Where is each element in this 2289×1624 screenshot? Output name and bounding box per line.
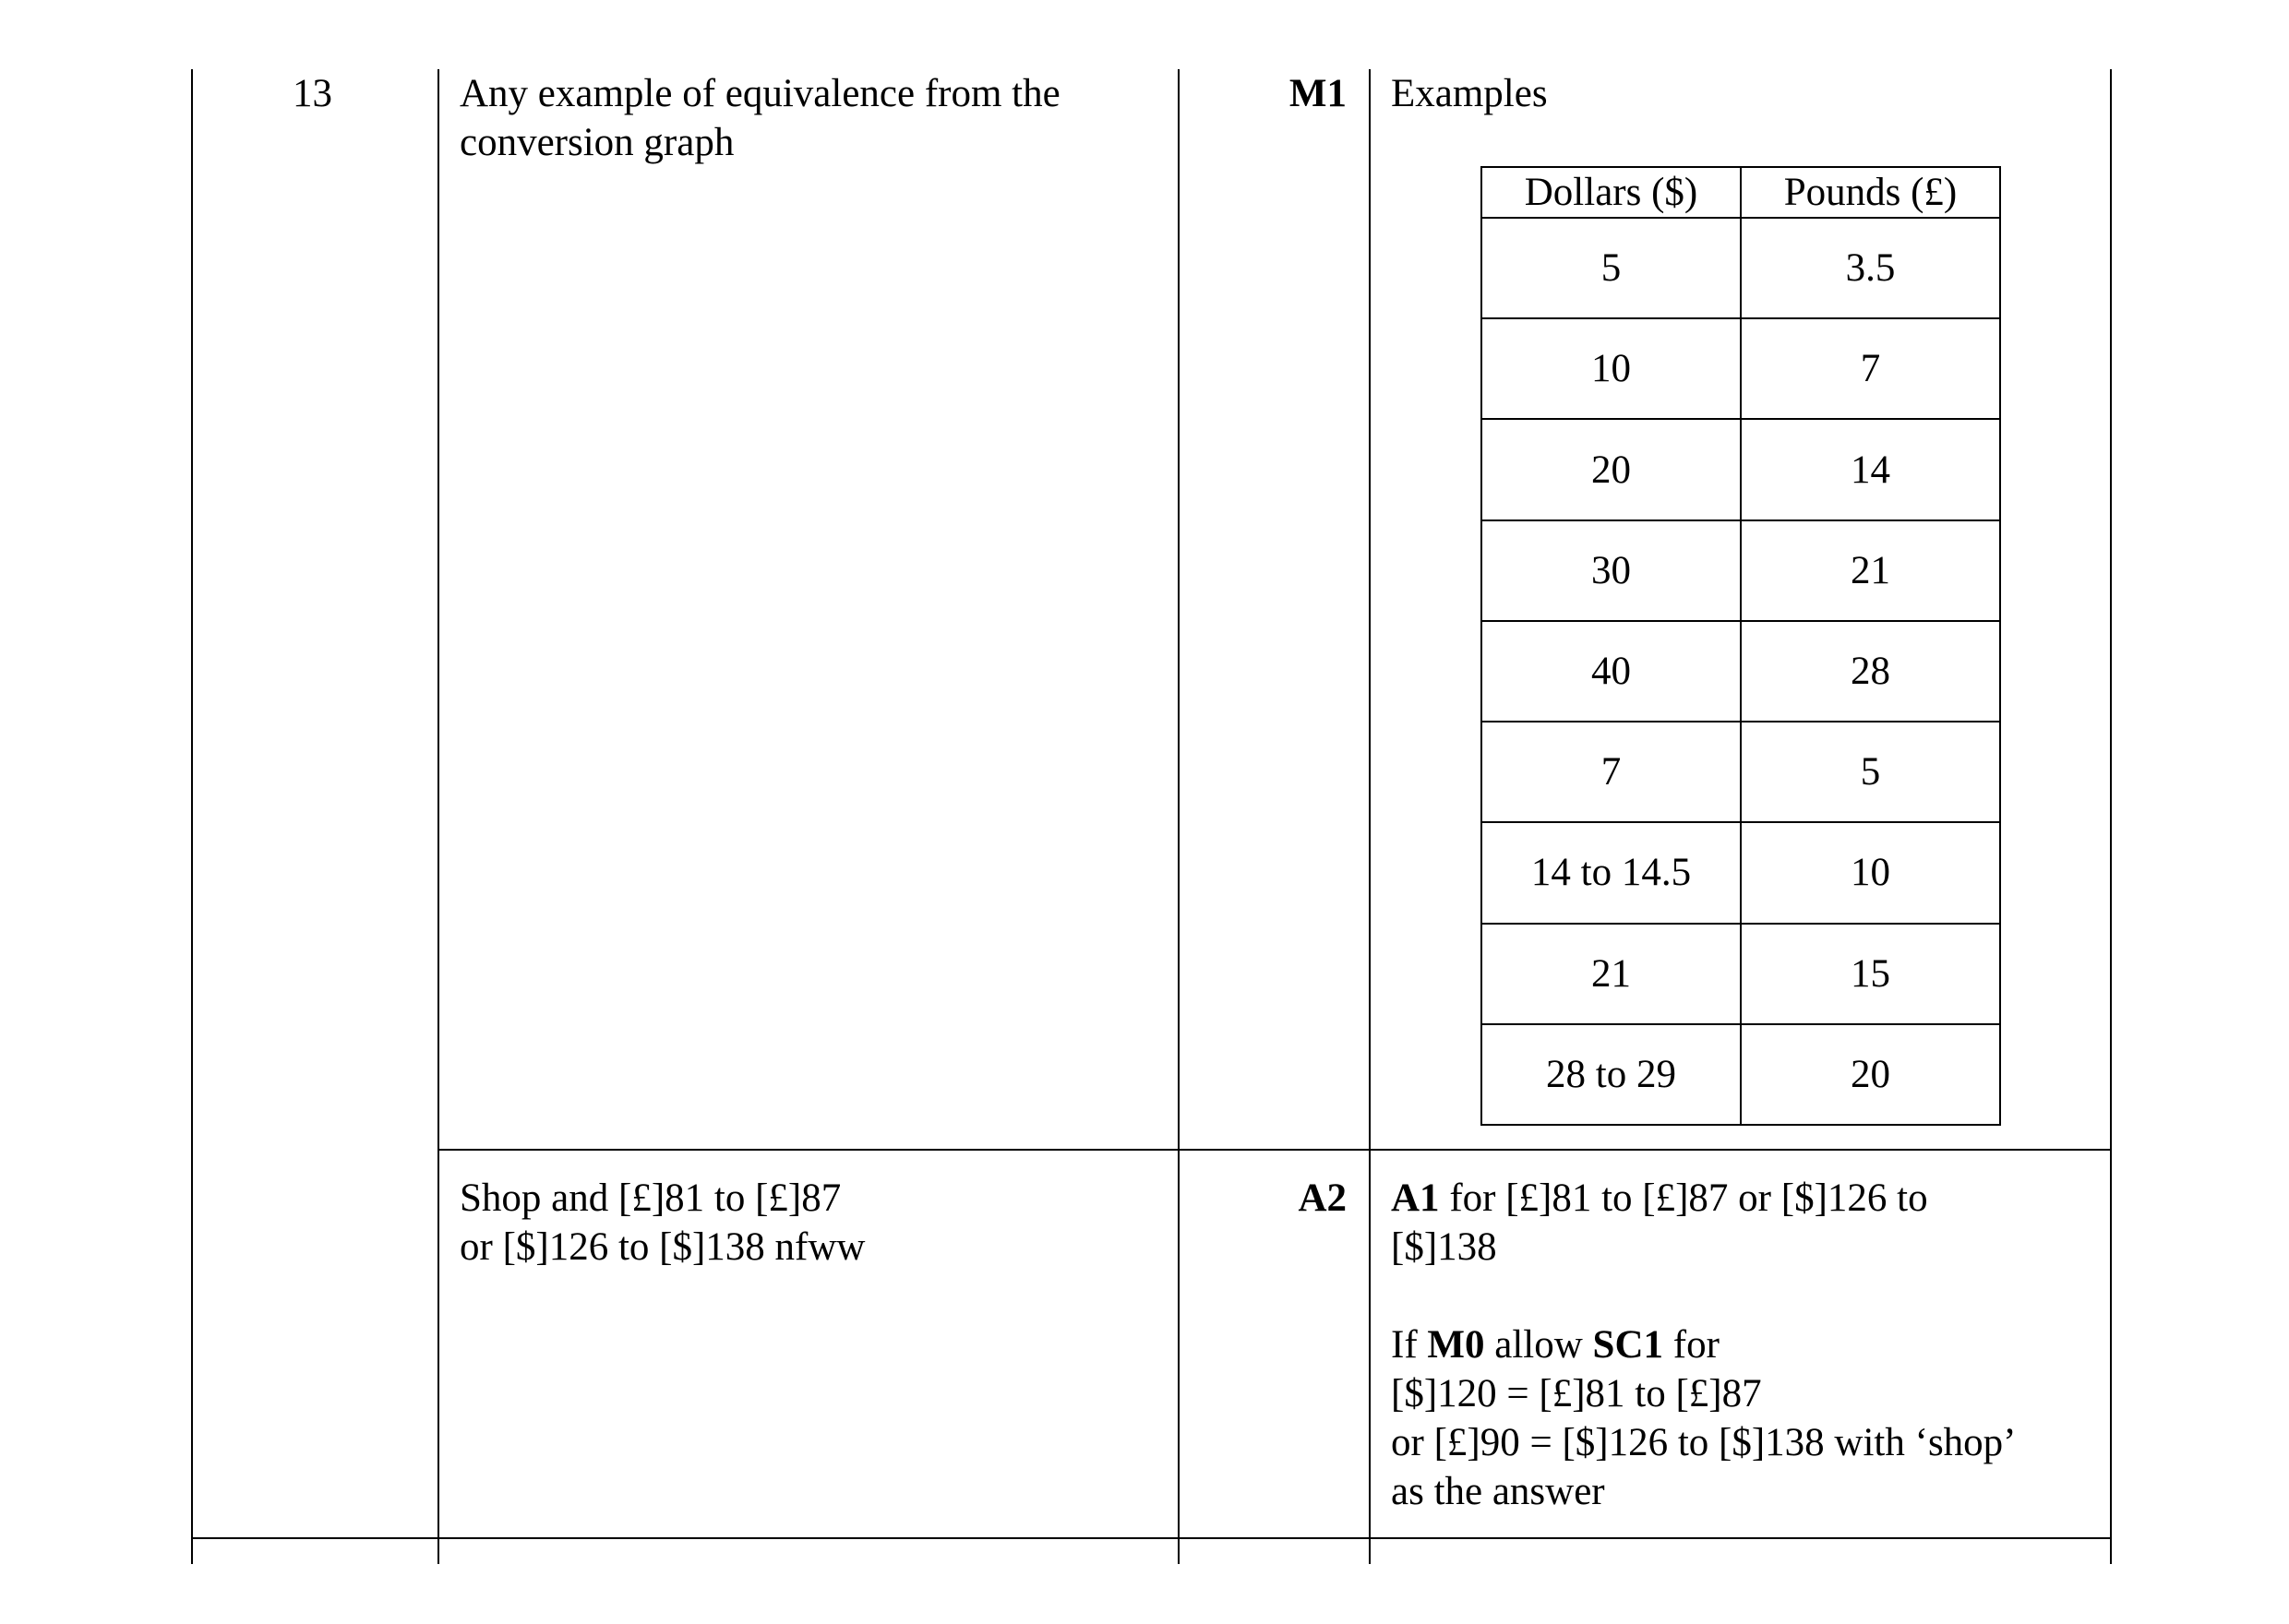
header-pounds: Pounds (£) bbox=[1741, 167, 2000, 218]
notes-cell-row-2 bbox=[1391, 1174, 2017, 1516]
notes-line-1 bbox=[1391, 1174, 2017, 1223]
column-divider-3 bbox=[1369, 69, 1371, 1564]
answer-line: Any example of equivalence from the bbox=[460, 72, 1061, 115]
dollars-cell: 21 bbox=[1481, 924, 1741, 1024]
answer-line: Shop and [£]81 to [£]87 bbox=[460, 1176, 842, 1220]
table-row bbox=[1481, 822, 2000, 923]
table-row bbox=[1481, 218, 2000, 318]
notes-text: for bbox=[1663, 1323, 1720, 1367]
dollars-cell: 5 bbox=[1481, 218, 1741, 318]
answer-line: or [$]126 to [$]138 nfww bbox=[460, 1225, 866, 1269]
mark-m0: M0 bbox=[1427, 1323, 1485, 1367]
pounds-cell: 10 bbox=[1741, 822, 2000, 923]
pounds-cell: 5 bbox=[1741, 722, 2000, 822]
pounds-cell: 15 bbox=[1741, 924, 2000, 1024]
mark-a2: A2 bbox=[1298, 1176, 1347, 1220]
row-divider bbox=[437, 1149, 2112, 1151]
dollars-cell: 30 bbox=[1481, 520, 1741, 621]
notes-line-5: as the answer bbox=[1391, 1470, 1605, 1513]
pounds-cell: 20 bbox=[1741, 1024, 2000, 1125]
table-row bbox=[1481, 924, 2000, 1024]
question-number: 13 bbox=[293, 72, 332, 115]
table-row bbox=[1481, 722, 2000, 822]
notes-heading: Examples bbox=[1391, 72, 1548, 115]
answer-line: conversion graph bbox=[460, 121, 735, 164]
dollars-cell: 14 to 14.5 bbox=[1481, 822, 1741, 923]
notes-line-if bbox=[1391, 1320, 2017, 1369]
table-row bbox=[1481, 621, 2000, 722]
table-row bbox=[1481, 318, 2000, 419]
header-dollars: Dollars ($) bbox=[1481, 167, 1741, 218]
table-border-right bbox=[2110, 69, 2112, 1564]
table-row bbox=[1481, 419, 2000, 519]
notes-line-3: [$]120 = [£]81 to [£]87 bbox=[1391, 1372, 1762, 1415]
pounds-cell: 3.5 bbox=[1741, 218, 2000, 318]
notes-text: If bbox=[1391, 1323, 1428, 1367]
pounds-cell: 21 bbox=[1741, 520, 2000, 621]
answer-cell-row-1 bbox=[460, 69, 1061, 167]
dollars-cell: 40 bbox=[1481, 621, 1741, 722]
conversion-table bbox=[1480, 166, 2001, 1126]
table-header-row bbox=[1481, 167, 2000, 218]
pounds-cell: 28 bbox=[1741, 621, 2000, 722]
pounds-cell: 7 bbox=[1741, 318, 2000, 419]
column-divider-2 bbox=[1178, 69, 1180, 1564]
notes-text: allow bbox=[1484, 1323, 1593, 1367]
pounds-cell: 14 bbox=[1741, 419, 2000, 519]
notes-line-2: [$]138 bbox=[1391, 1225, 1497, 1269]
table-row bbox=[1481, 520, 2000, 621]
notes-text: for [£]81 to [£]87 or [$]126 to bbox=[1439, 1176, 1928, 1220]
mark-m1: M1 bbox=[1288, 72, 1347, 115]
table-border-bottom bbox=[191, 1537, 2112, 1539]
mark-sc1: SC1 bbox=[1592, 1323, 1663, 1367]
mark-a1: A1 bbox=[1391, 1176, 1440, 1220]
dollars-cell: 10 bbox=[1481, 318, 1741, 419]
table-border-left bbox=[191, 69, 193, 1564]
column-divider-1 bbox=[437, 69, 439, 1564]
dollars-cell: 7 bbox=[1481, 722, 1741, 822]
dollars-cell: 28 to 29 bbox=[1481, 1024, 1741, 1125]
dollars-cell: 20 bbox=[1481, 419, 1741, 519]
table-row bbox=[1481, 1024, 2000, 1125]
notes-line-4: or [£]90 = [$]126 to [$]138 with ‘shop’ bbox=[1391, 1421, 2017, 1464]
answer-cell-row-2 bbox=[460, 1174, 865, 1272]
